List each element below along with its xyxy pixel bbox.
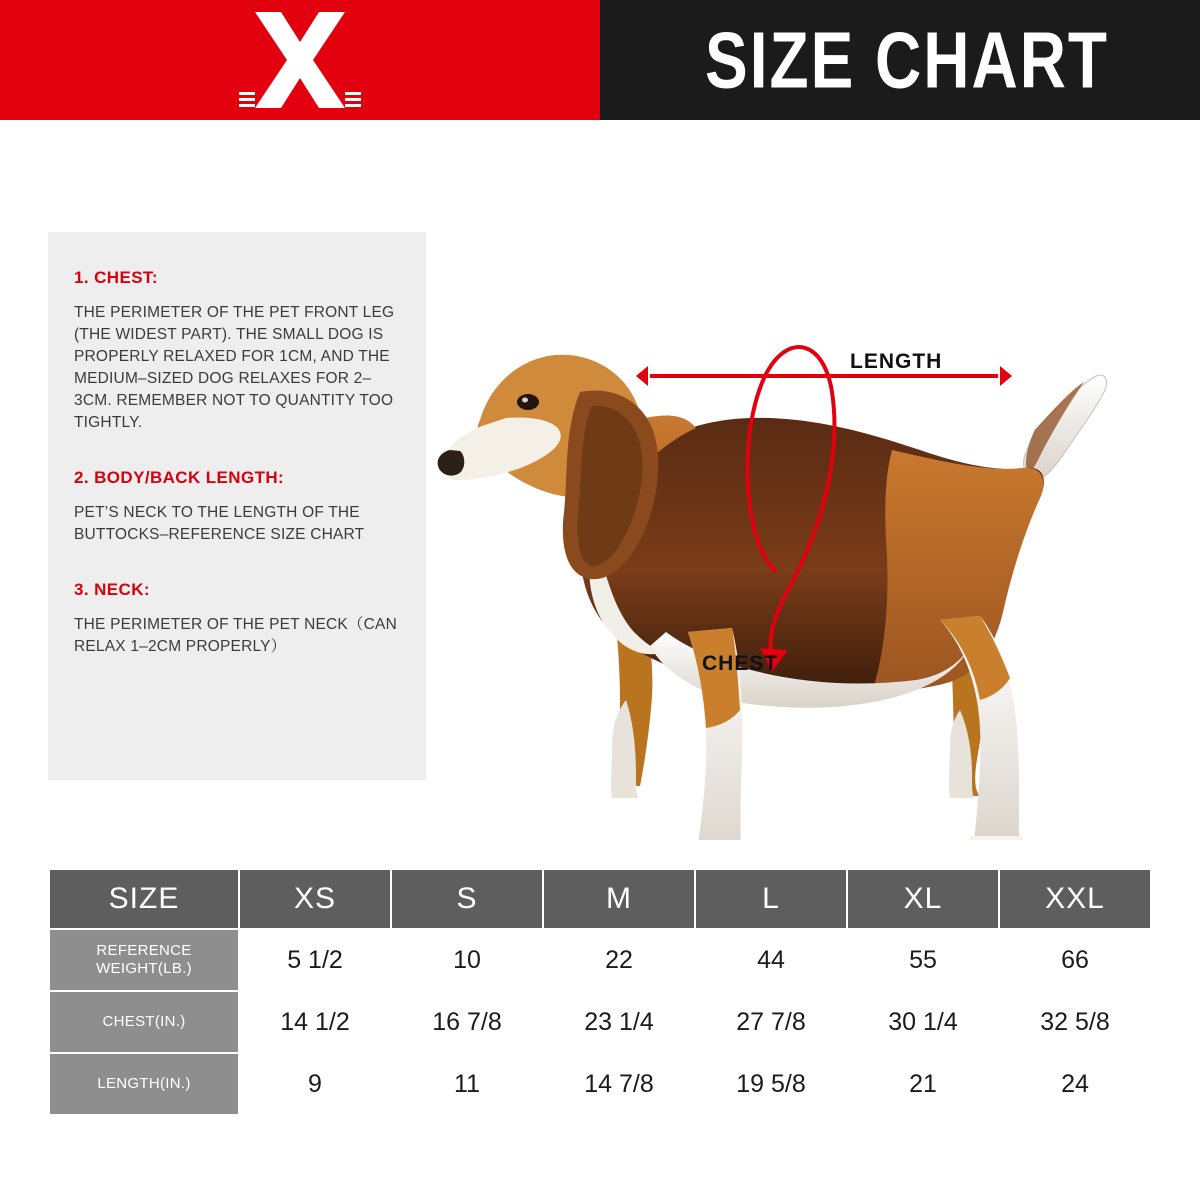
dog-measurement-diagram — [420, 180, 1160, 840]
row-label-reference-weight — [49, 929, 239, 991]
length-instruction-body: PET’S NECK TO THE LENGTH OF THE BUTTOCKS–REFERENCE SIZE CHART — [74, 504, 365, 543]
table-header-xl: XL — [847, 869, 999, 929]
length-instruction-heading: 2. BODY/BACK LENGTH: — [74, 468, 285, 487]
row-label-line2: WEIGHT(LB.) — [96, 960, 192, 977]
table-row — [49, 929, 1151, 991]
table-header-s: S — [391, 869, 543, 929]
cell-chest-xxl: 32 5/8 — [999, 991, 1151, 1053]
cell-length-m: 14 7/8 — [543, 1053, 695, 1115]
cell-chest-s: 16 7/8 — [391, 991, 543, 1053]
cell-length-xs: 9 — [239, 1053, 391, 1115]
table-header-m: M — [543, 869, 695, 929]
row-label-length: LENGTH(IN.) — [49, 1053, 239, 1115]
cell-chest-xl: 30 1/4 — [847, 991, 999, 1053]
header-title-block — [600, 0, 1200, 120]
neck-instruction-heading: 3. NECK: — [74, 580, 150, 599]
size-table — [48, 868, 1152, 1116]
cell-weight-xl: 55 — [847, 929, 999, 991]
table-header-size: SIZE — [49, 869, 239, 929]
cell-chest-xs: 14 1/2 — [239, 991, 391, 1053]
chest-annotation-label: CHEST — [702, 652, 779, 675]
kxk-logo-icon — [225, 8, 375, 112]
table-header-xs: XS — [239, 869, 391, 929]
page-title: SIZE CHART — [705, 15, 1109, 105]
cell-chest-m: 23 1/4 — [543, 991, 695, 1053]
cell-weight-s: 10 — [391, 929, 543, 991]
row-label-line1: REFERENCE — [96, 942, 192, 959]
cell-chest-l: 27 7/8 — [695, 991, 847, 1053]
length-annotation-label: LENGTH — [850, 350, 943, 373]
cell-length-xl: 21 — [847, 1053, 999, 1115]
table-header-row — [49, 869, 1151, 929]
table-header-xxl: XXL — [999, 869, 1151, 929]
page-header — [0, 0, 1200, 120]
cell-weight-l: 44 — [695, 929, 847, 991]
size-table-wrapper — [48, 868, 1152, 1116]
table-header-l: L — [695, 869, 847, 929]
table-row — [49, 1053, 1151, 1115]
row-label-chest: CHEST(IN.) — [49, 991, 239, 1053]
cell-length-s: 11 — [391, 1053, 543, 1115]
cell-length-l: 19 5/8 — [695, 1053, 847, 1115]
header-brand-block — [0, 0, 600, 120]
measurement-instructions-panel — [48, 232, 426, 780]
beagle-dog-photo — [420, 180, 1160, 840]
chest-instruction-body: THE PERIMETER OF THE PET FRONT LEG (THE WIDEST PART). THE SMALL DOG IS PROPERLY RELAXED FOR 1CM, AND THE MEDIUM–SIZED DOG RELAXES FOR 2–3CM. REMEMBER NOT TO QUANTITY TOO TIGHTLY. — [74, 304, 395, 431]
cell-weight-xs: 5 1/2 — [239, 929, 391, 991]
chest-instruction-heading: 1. CHEST: — [74, 268, 158, 287]
table-row — [49, 991, 1151, 1053]
cell-weight-xxl: 66 — [999, 929, 1151, 991]
neck-instruction-body: THE PERIMETER OF THE PET NECK（CAN RELAX 1–2CM PROPERLY） — [74, 616, 397, 655]
cell-weight-m: 22 — [543, 929, 695, 991]
cell-length-xxl: 24 — [999, 1053, 1151, 1115]
